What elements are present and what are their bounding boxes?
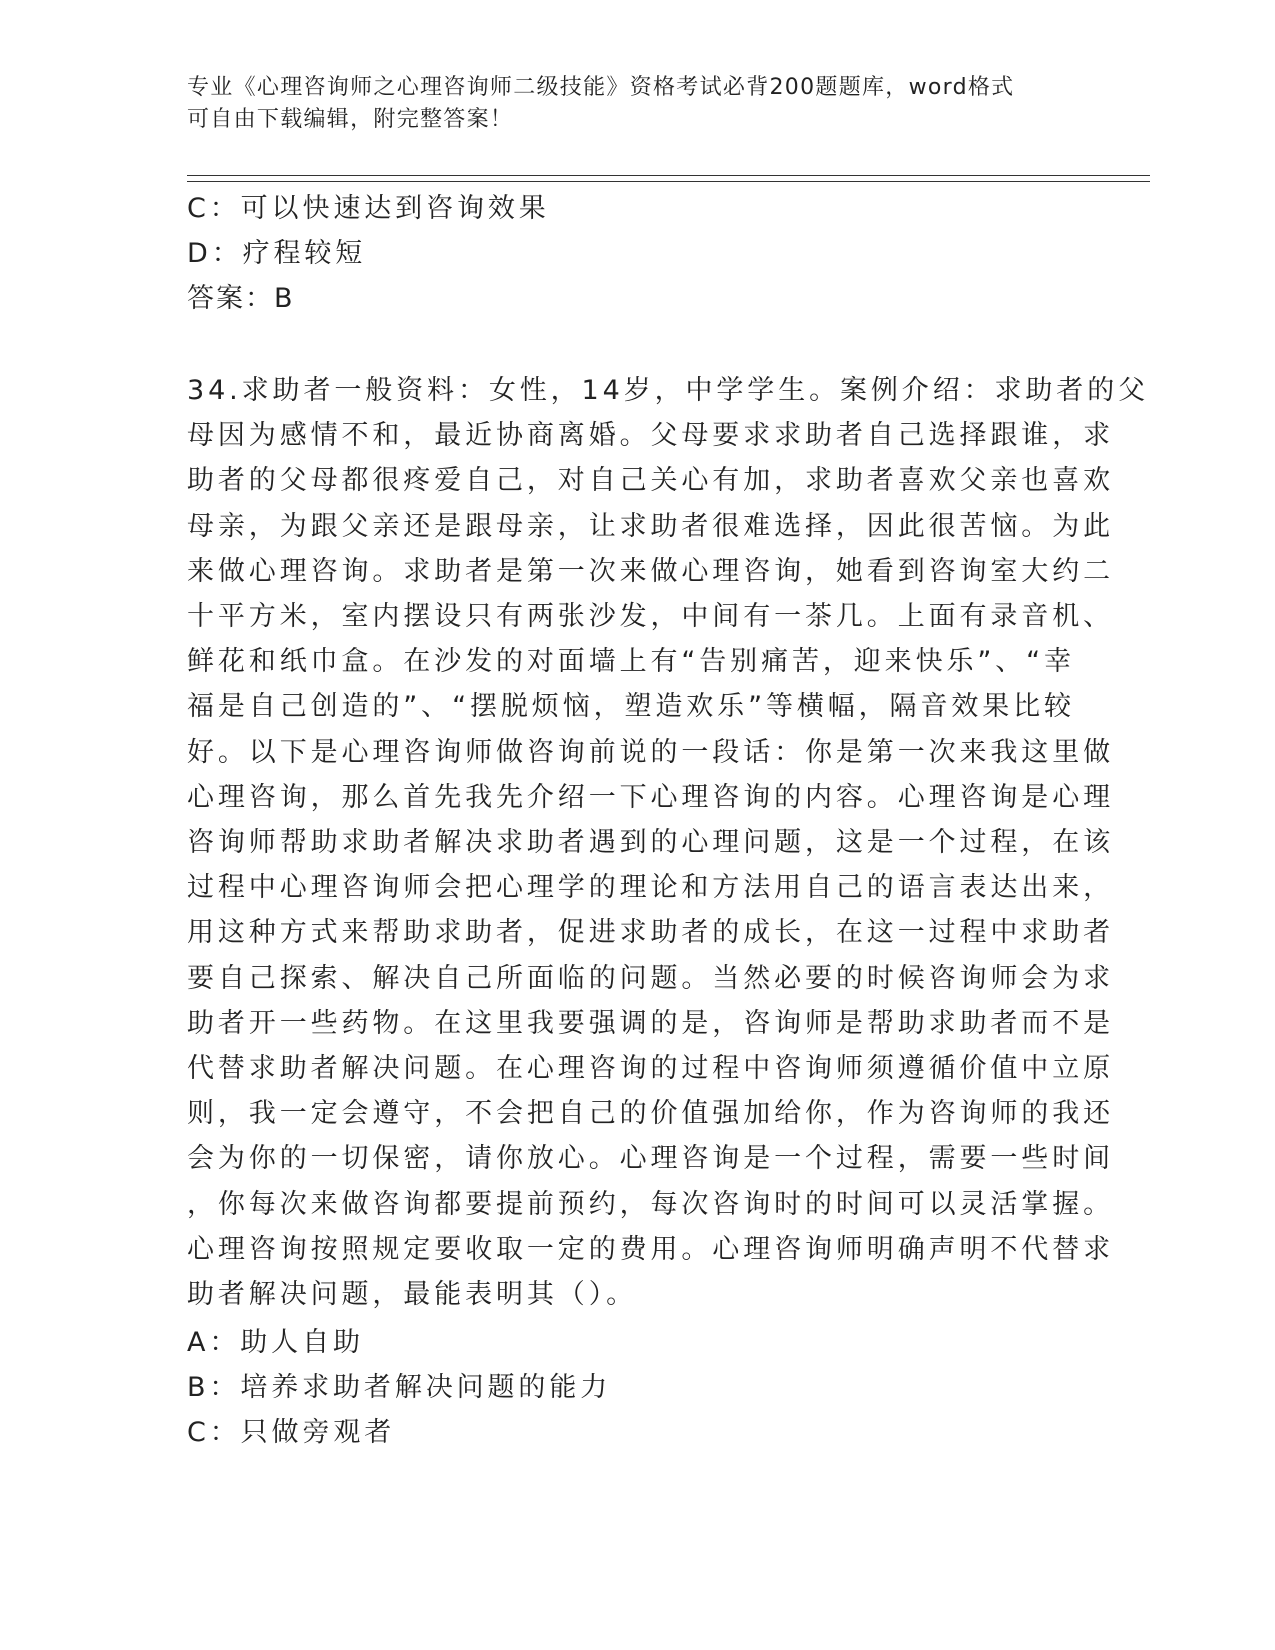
q34-text-line: 母因为感情不和，最近协商离婚。父母要求求助者自己选择跟谁，求 (187, 420, 1114, 452)
q34-text-line: 十平方米，室内摆设只有两张沙发，中间有一茶几。上面有录音机、 (187, 601, 1114, 632)
document-header (187, 72, 1067, 136)
header-line-2: 可自由下载编辑，附完整答案！ (187, 107, 514, 132)
header-line-1: 专业《心理咨询师之心理咨询师二级技能》资格考试必背200题题库，word格式 (187, 75, 1015, 100)
q34-option-c: C：只做旁观者 (187, 1417, 396, 1448)
q34-option-b: B：培养求助者解决问题的能力 (187, 1372, 612, 1403)
q34-option-a: A：助人自助 (187, 1327, 364, 1358)
q34-text-line: 助者的父母都很疼爱自己，对自己关心有加，求助者喜欢父亲也喜欢 (187, 465, 1114, 497)
q34-text-line: 会为你的一切保密，请你放心。心理咨询是一个过程，需要一些时间 (187, 1143, 1114, 1175)
q34-text-line: ，你每次来做咨询都要提前预约，每次咨询时的时间可以灵活掌握。 (187, 1188, 1114, 1220)
q34-text-line: 鲜花和纸巾盒。在沙发的对面墙上有“告别痛苦，迎来快乐”、“幸 (187, 646, 1075, 678)
q34-text-line: 助者解决问题，最能表明其（）。 (187, 1279, 637, 1310)
q34-text-line: 母亲，为跟父亲还是跟母亲，让求助者很难选择，因此很苦恼。为此 (187, 510, 1114, 542)
q34-text-line: 用这种方式来帮助求助者，促进求助者的成长，在这一过程中求助者 (187, 917, 1114, 949)
q34-text-line: 34.求助者一般资料：女性，14岁，中学学生。案例介绍：求助者的父 (187, 375, 1149, 406)
q34-text-line: 福是自己创造的”、“摆脱烦恼，塑造欢乐”等横幅，隔音效果比较 (187, 691, 1075, 723)
q34-text-line: 心理咨询按照规定要收取一定的费用。心理咨询师明确声明不代替求 (187, 1233, 1114, 1265)
q34-text-line: 心理咨询，那么首先我先介绍一下心理咨询的内容。心理咨询是心理 (187, 781, 1114, 813)
q34-text-line: 代替求助者解决问题。在心理咨询的过程中咨询师须遵循价值中立原 (187, 1053, 1114, 1084)
q34-text-line: 过程中心理咨询师会把心理学的理论和方法用自己的语言表达出来， (187, 872, 1114, 904)
header-divider-top (187, 175, 1150, 176)
prev-option-d: D：疗程较短 (187, 238, 367, 269)
q34-text-line: 来做心理咨询。求助者是第一次来做心理咨询，她看到咨询室大约二 (187, 555, 1114, 587)
q34-text-line: 助者开一些药物。在这里我要强调的是，咨询师是帮助求助者而不是 (187, 1007, 1114, 1039)
prev-answer: 答案：B (187, 283, 295, 314)
q34-text-line: 好。以下是心理咨询师做咨询前说的一段话：你是第一次来我这里做 (187, 736, 1114, 768)
prev-option-c: C：可以快速达到咨询效果 (187, 193, 550, 224)
header-divider-bottom (187, 181, 1150, 182)
q34-text-line: 咨询师帮助求助者解决求助者遇到的心理问题，这是一个过程，在该 (187, 827, 1114, 858)
q34-text-line: 要自己探索、解决自己所面临的问题。当然必要的时候咨询师会为求 (187, 962, 1114, 994)
q34-text-line: 则，我一定会遵守，不会把自己的价值强加给你，作为咨询师的我还 (187, 1098, 1114, 1130)
